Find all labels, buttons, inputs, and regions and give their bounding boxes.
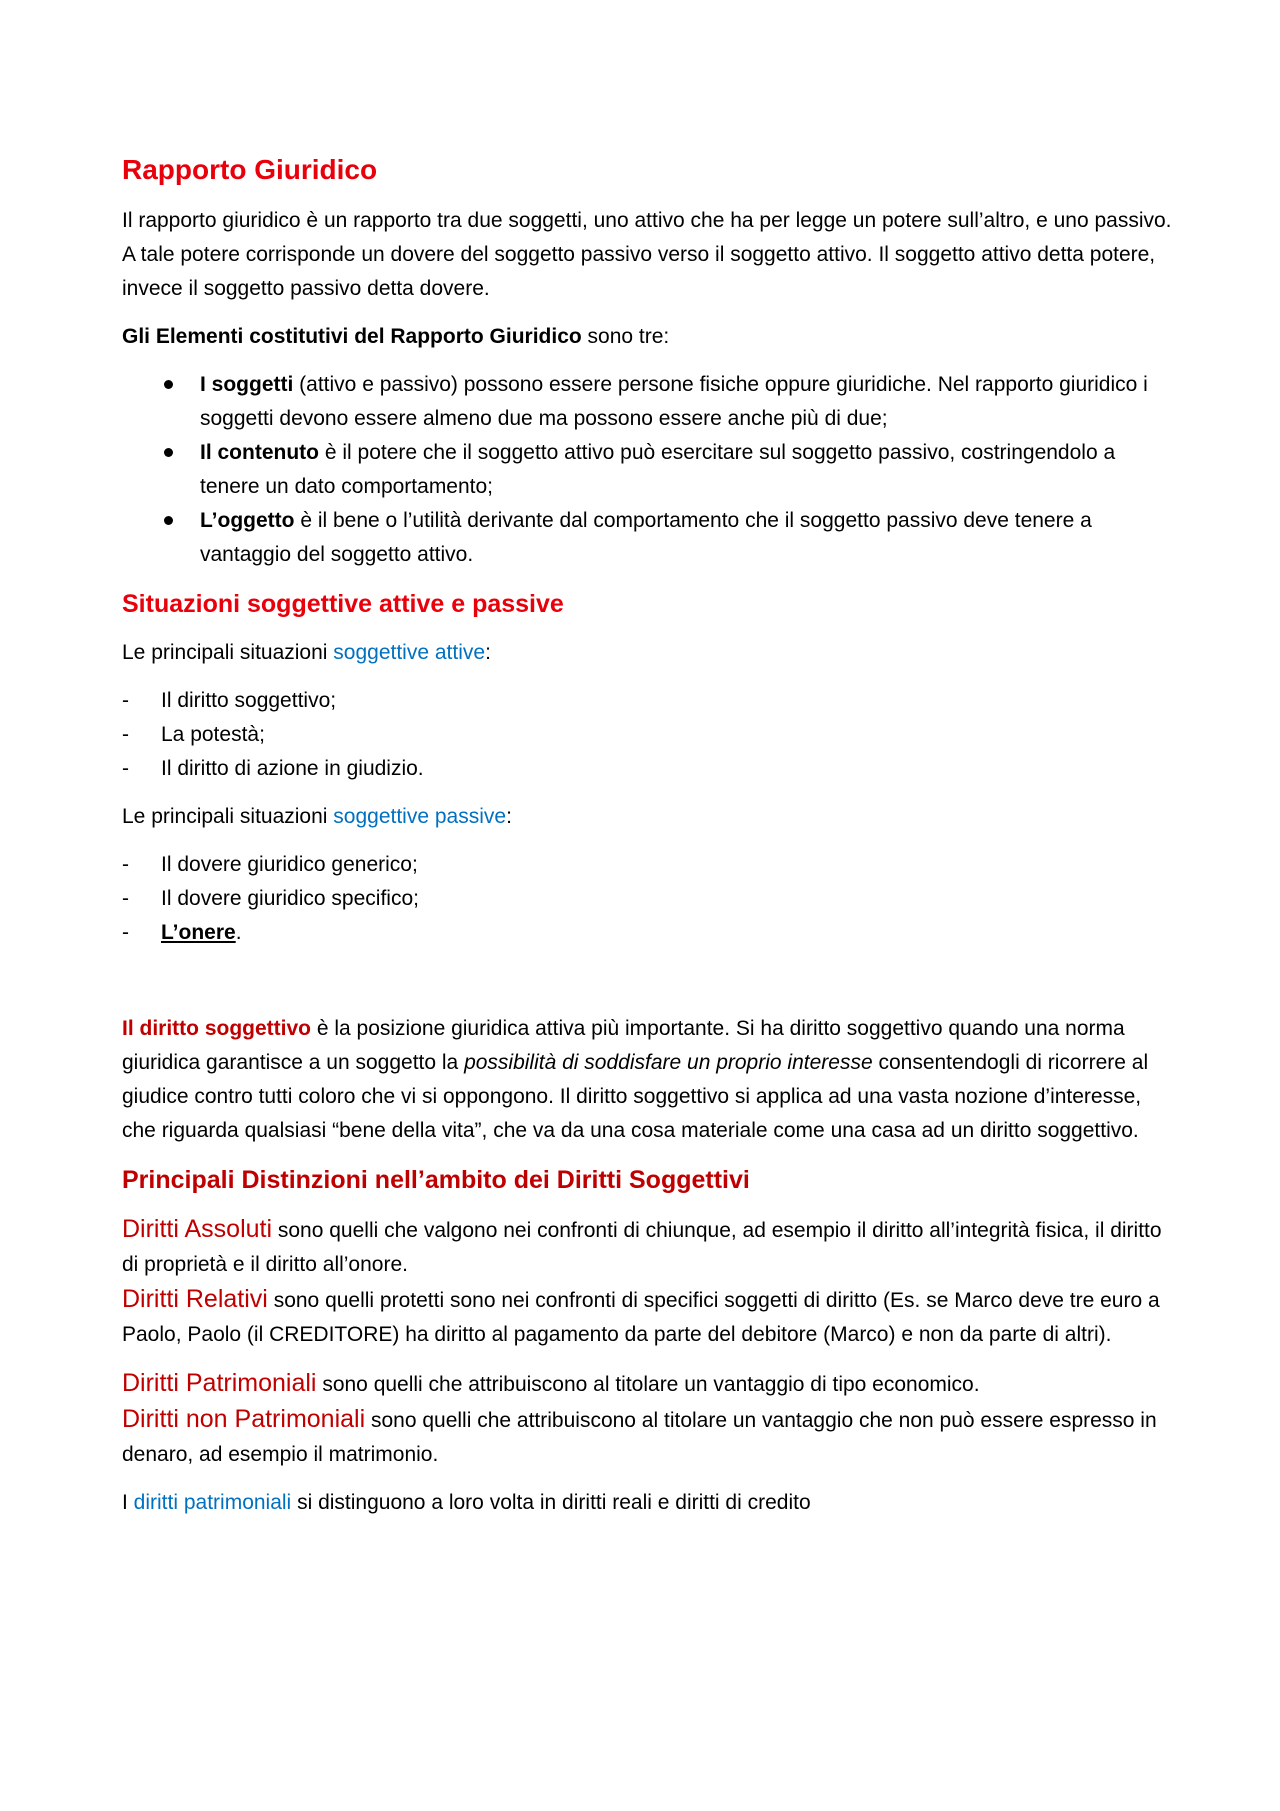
list-item-end: . bbox=[235, 921, 242, 944]
active-link: soggettive attive bbox=[333, 641, 486, 664]
assoluti-term: Diritti Assoluti bbox=[122, 1215, 273, 1243]
paragraph-text: sono quelli protetti sono nei confronti di specifici soggetti di diritto (Es. se Marco deve tre euro a Paolo, Paolo (il CREDITORE) ha diritto al pagamento da parte del debitore (Marco) e non da parte di altri). bbox=[122, 1289, 1160, 1346]
bullet-icon bbox=[164, 380, 173, 389]
elements-intro bbox=[122, 320, 1172, 354]
non-patrimoniali-paragraph bbox=[122, 1402, 1172, 1472]
dash-marker: - bbox=[122, 853, 129, 876]
onere-term: L’onere bbox=[161, 921, 236, 944]
elements-bold: Gli Elementi costitutivi del Rapporto Giuridico bbox=[122, 325, 582, 348]
passive-list bbox=[122, 848, 1172, 950]
non-patrimoniali-term: Diritti non Patrimoniali bbox=[122, 1405, 366, 1433]
list-item bbox=[122, 752, 1172, 786]
paragraph-text: si distinguono a loro volta in diritti reali e diritti di credito bbox=[291, 1491, 811, 1514]
elements-rest: sono tre: bbox=[581, 325, 670, 348]
dash-marker: - bbox=[122, 757, 129, 780]
paragraph-text: sono quelli che attribuiscono al titolare un vantaggio di tipo economico. bbox=[316, 1373, 980, 1396]
diritti-patrimoniali-link: diritti patrimoniali bbox=[133, 1491, 292, 1514]
bullet-icon bbox=[164, 516, 173, 525]
element-term: I soggetti bbox=[200, 373, 294, 396]
paragraph-text: sono quelli che attribuiscono al titolare un vantaggio che non può essere espresso in denaro, ad esempio il matrimonio. bbox=[122, 1409, 1157, 1466]
list-item-text: La potestà; bbox=[161, 723, 265, 746]
dash-marker: - bbox=[122, 689, 129, 712]
paragraph-text: consentendogli di ricorrere al giudice contro tutti coloro che vi si oppongono. Il diritto soggettivo si applica ad una vasta nozione d’interesse, che riguarda qualsiasi “bene della vita”, che va da una cosa materiale come una casa ad un diritto soggettivo. bbox=[122, 1051, 1149, 1142]
active-colon: : bbox=[485, 641, 491, 664]
list-item bbox=[122, 848, 1172, 882]
active-intro bbox=[122, 636, 1172, 670]
document-page bbox=[122, 150, 1172, 1534]
element-text: (attivo e passivo) possono essere persone fisiche oppure giuridiche. Nel rapporto giuridico i soggetti devono essere almeno due ma possono essere anche più di due; bbox=[200, 373, 1148, 430]
active-list bbox=[122, 684, 1172, 786]
active-intro-text: Le principali situazioni bbox=[122, 641, 334, 664]
dash-marker: - bbox=[122, 723, 129, 746]
paragraph-text: è la posizione giuridica attiva più importante. Si ha diritto soggettivo quando una norma giuridica garantisce a un soggetto la bbox=[122, 1017, 1125, 1074]
element-text: è il potere che il soggetto attivo può esercitare sul soggetto passivo, costringendolo a tenere un dato comportamento; bbox=[200, 441, 1116, 498]
list-item-text: Il dovere giuridico generico; bbox=[161, 853, 418, 876]
relativi-paragraph bbox=[122, 1282, 1172, 1352]
elements-list bbox=[122, 368, 1172, 572]
situations-heading: Situazioni soggettive attive e passive bbox=[122, 590, 564, 618]
distinctions-heading: Principali Distinzioni nell’ambito dei Diritti Soggettivi bbox=[122, 1166, 750, 1194]
passive-intro-text: Le principali situazioni bbox=[122, 805, 334, 828]
element-text: è il bene o l’utilità derivante dal comportamento che il soggetto passivo deve tenere a vantaggio del soggetto attivo. bbox=[200, 509, 1092, 566]
italic-text: possibilità di soddisfare un proprio interesse bbox=[464, 1051, 873, 1074]
bullet-icon bbox=[164, 448, 173, 457]
page-title: Rapporto Giuridico bbox=[122, 154, 378, 185]
last-paragraph bbox=[122, 1486, 1172, 1520]
list-item bbox=[122, 718, 1172, 752]
intro-paragraph: Il rapporto giuridico è un rapporto tra due soggetti, uno attivo che ha per legge un potere sull’altro, e uno passivo. A tale potere corrisponde un dovere del soggetto passivo verso il soggetto attivo. Il soggetto attivo detta potere, invece il soggetto passivo detta dovere. bbox=[122, 209, 1172, 300]
list-item-text: Il diritto soggettivo; bbox=[161, 689, 337, 712]
list-item bbox=[122, 916, 1172, 950]
relativi-term: Diritti Relativi bbox=[122, 1285, 268, 1313]
list-item bbox=[122, 882, 1172, 916]
list-item bbox=[122, 504, 1172, 572]
list-item-text: Il diritto di azione in giudizio. bbox=[161, 757, 424, 780]
list-item bbox=[122, 684, 1172, 718]
passive-colon: : bbox=[506, 805, 512, 828]
passive-intro bbox=[122, 800, 1172, 834]
paragraph-text: I bbox=[122, 1491, 134, 1514]
patrimoniali-term: Diritti Patrimoniali bbox=[122, 1369, 317, 1397]
diritto-soggettivo-term: Il diritto soggettivo bbox=[122, 1017, 311, 1040]
paragraph-text: sono quelli che valgono nei confronti di chiunque, ad esempio il diritto all’integrità fisica, il diritto di proprietà e il diritto all’onore. bbox=[122, 1219, 1162, 1276]
element-term: L’oggetto bbox=[200, 509, 295, 532]
assoluti-paragraph bbox=[122, 1212, 1172, 1282]
element-term: Il contenuto bbox=[200, 441, 319, 464]
diritto-soggettivo-paragraph bbox=[122, 1012, 1172, 1148]
passive-link: soggettive passive bbox=[333, 805, 507, 828]
dash-marker: - bbox=[122, 887, 129, 910]
dash-marker: - bbox=[122, 921, 129, 944]
list-item-text: Il dovere giuridico specifico; bbox=[161, 887, 419, 910]
list-item bbox=[122, 436, 1172, 504]
list-item bbox=[122, 368, 1172, 436]
patrimoniali-paragraph bbox=[122, 1366, 1172, 1402]
blank-space bbox=[122, 964, 1172, 1012]
